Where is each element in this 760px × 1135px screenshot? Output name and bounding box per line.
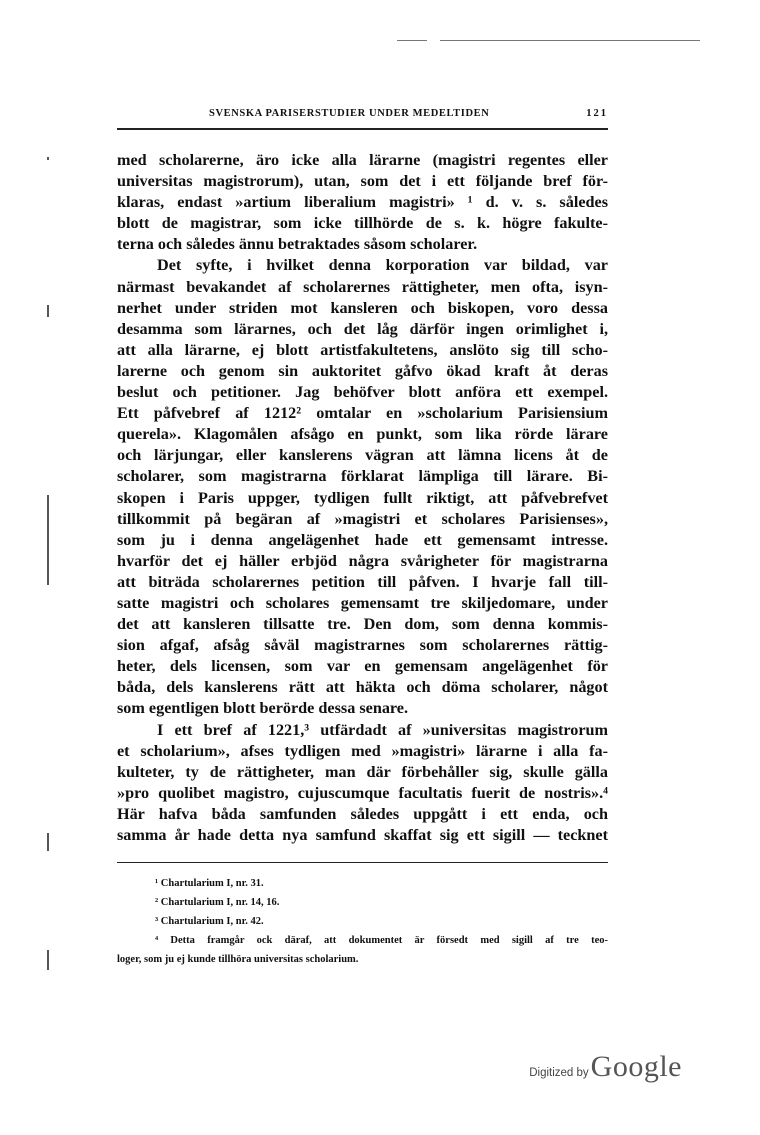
text-line: tillkommit på begäran af »magistri et scholares Parisienses»,: [117, 509, 608, 528]
text-line: terna och således ännu betraktades såsom scholarer.: [117, 235, 478, 254]
google-logo: Google: [590, 1050, 682, 1083]
text-line: närmast bevakandet af scholarernes rättigheter, men ofta, isyn-: [117, 277, 608, 296]
scan-artifact: [47, 495, 49, 585]
text-line: I ett bref af 1221,³ utfärdadt af »universitas magistrorum: [157, 720, 608, 739]
text-line: querela». Klagomålen afsågo en punkt, som lika rörde lärare: [117, 425, 608, 444]
text-line: att alla lärarne, ej blott artistfakultetens, anslöto sig till scho-: [117, 340, 608, 359]
text-line: det att kansleren tillsatte tre. Den dom, som denna kommis-: [117, 615, 608, 634]
text-line: Här hafva båda samfunden således uppgått i ett enda, och: [117, 804, 608, 823]
scan-artifact: [47, 305, 49, 317]
footnote: ² Chartularium I, nr. 14, 16.: [155, 897, 280, 908]
text-line: scholarer, som magistrarna förklarat lämpliga till lärare. Bi-: [117, 467, 608, 486]
scan-artifact: [47, 950, 49, 970]
text-line: att biträda scholarernes petition till påfven. I hvarje fall till-: [117, 572, 608, 591]
footnote: ¹ Chartularium I, nr. 31.: [155, 878, 264, 889]
text-line: klaras, endast »artium liberalium magistri» ¹ d. v. s. således: [117, 193, 608, 212]
text-line: beslut och petitioner. Jag behöfver blott anföra ett exempel.: [117, 383, 608, 402]
scan-artifact: [47, 833, 49, 851]
text-line: med scholarerne, äro icke alla lärarne (magistri regentes eller: [117, 151, 608, 169]
google-watermark: [529, 1050, 682, 1084]
text-line: samma år hade detta nya samfund skaffat sig ett sigill — tecknet: [117, 826, 608, 844]
text-line: heter, dels licensen, som var en gemensam angelägenhet för: [117, 657, 608, 676]
body-text: [117, 150, 608, 846]
footnote: ³ Chartularium I, nr. 42.: [155, 916, 264, 927]
text-line: satte magistri och scholares gemensamt tre skiljedomare, under: [117, 593, 608, 612]
text-line: et scholarium», afses tydligen med »magistri» lärarne i alla fa-: [117, 741, 608, 760]
text-line: universitas magistrorum), utan, som det i ett följande bref för-: [117, 172, 608, 191]
scan-artifact: [440, 40, 700, 41]
text-line: skopen i Paris uppger, tydligen fullt riktigt, att påfvebrefvet: [117, 488, 608, 507]
text-line: blott de magistrar, som icke tillhörde de s. k. högre fakulte-: [117, 214, 608, 233]
text-line: desamma som lärarnes, och det låg därför ingen orimlighet i,: [117, 319, 608, 338]
header-rule: [117, 128, 608, 130]
text-line: nerhet under striden mot kansleren och biskopen, voro dessa: [117, 298, 608, 317]
text-line: larerne och genom sin auktoritet gåfvo ökad kraft åt deras: [117, 361, 608, 380]
page-number: 121: [586, 108, 608, 119]
footnote-rule: [117, 862, 608, 863]
text-line: sion afgaf, afsåg såväl magistrarnes som scholarernes rättig-: [117, 636, 608, 655]
scan-artifact: [47, 157, 49, 160]
text-line: som egentligen blott berörde dessa senare.: [117, 699, 409, 718]
text-line: båda, dels kanslerens rätt att häkta och döma scholarer, något: [117, 678, 608, 697]
text-line: »pro quolibet magistro, cujuscumque facultatis fuerit de nostris».⁴: [117, 783, 608, 802]
footnotes: [117, 874, 608, 969]
text-line: och lärjungar, eller kanslerens vägran att lämna licens åt de: [117, 446, 608, 465]
running-title: SVENSKA PARISERSTUDIER UNDER MEDELTIDEN: [209, 108, 490, 119]
watermark-prefix: Digitized by: [529, 1067, 589, 1079]
text-line: Ett påfvebref af 1212² omtalar en »scholarium Parisiensium: [117, 404, 608, 423]
text-line: kulteter, ty de rättigheter, man där förbehåller sig, skulle gälla: [117, 762, 608, 781]
text-line: Det syfte, i hvilket denna korporation var bildad, var: [157, 256, 608, 275]
text-line: som ju i denna angelägenhet hade ett gemensamt intresse.: [117, 530, 608, 549]
footnote-continuation: loger, som ju ej kunde tillhöra universitas scholarium.: [117, 954, 359, 965]
text-line: hvarför det ej häller erbjöd några svårigheter för magistrarna: [117, 551, 608, 570]
footnote: ⁴ Detta framgår ock däraf, att dokumentet är försedt med sigill af tre teo-: [155, 935, 608, 946]
scan-artifact: [397, 40, 427, 41]
